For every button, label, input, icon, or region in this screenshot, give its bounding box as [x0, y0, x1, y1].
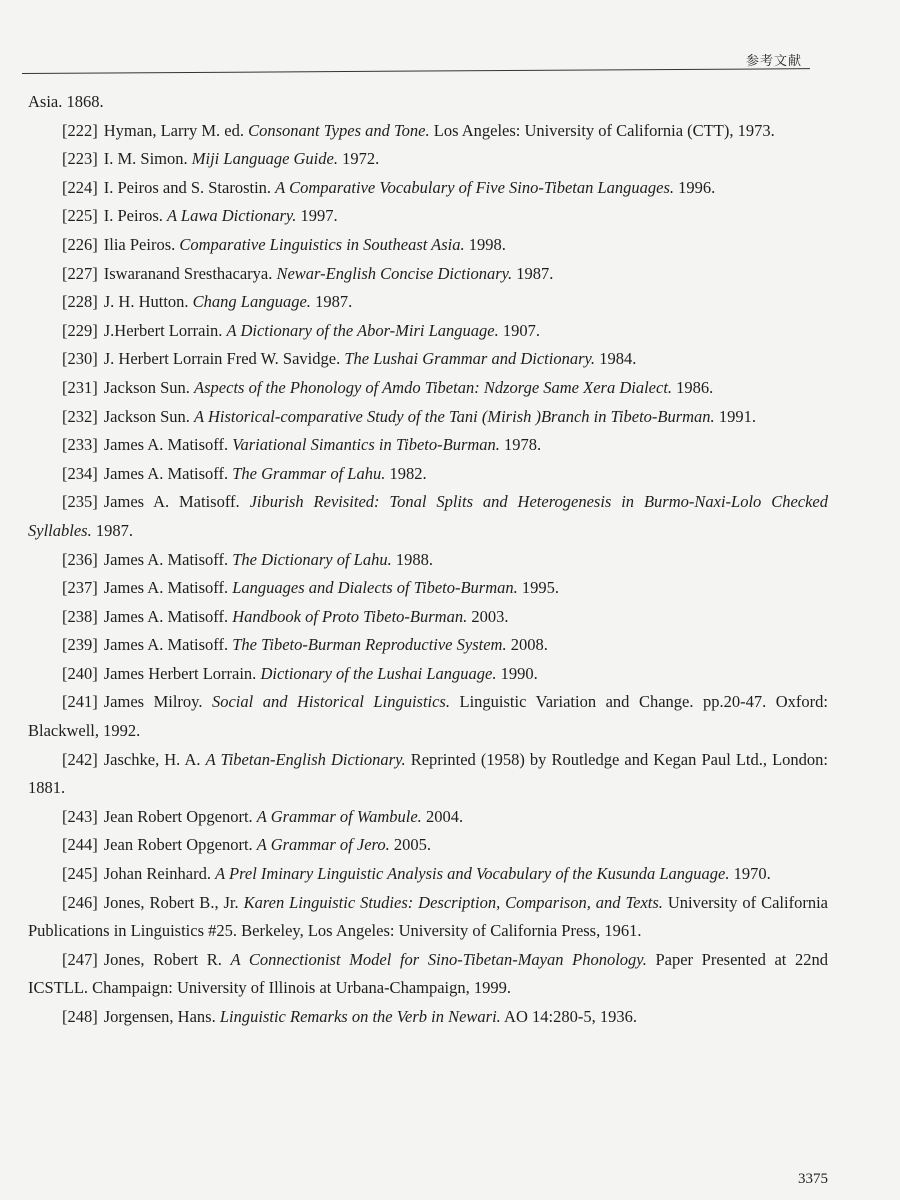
reference-number: [231] — [62, 377, 98, 397]
reference-number: [228] — [62, 292, 98, 312]
reference-entry — [28, 1003, 828, 1032]
reference-title: A Connectionist Model for Sino-Tibetan-Mayan Phonology. — [230, 949, 647, 969]
reference-title: Linguistic Remarks on the Verb in Newari. — [219, 1007, 501, 1026]
reference-author: James Milroy. — [103, 692, 212, 712]
reference-title: A Dictionary of the Abor-Miri Language. — [226, 320, 499, 340]
reference-details: 1982. — [385, 463, 427, 483]
reference-details: 1997. — [296, 206, 338, 226]
reference-author: J.Herbert Lorrain. — [103, 320, 227, 340]
reference-number: [240] — [62, 663, 98, 683]
reference-title: A Historical-comparative Study of the Tani (Mirish )Branch in Tibeto-Burman. — [194, 406, 715, 426]
reference-author: Jones, Robert B., Jr. — [103, 892, 244, 912]
reference-number: [232] — [62, 406, 98, 426]
reference-number: [244] — [62, 835, 98, 855]
reference-number: [225] — [62, 206, 98, 226]
reference-title: A Comparative Vocabulary of Five Sino-Tibetan Languages. — [275, 177, 675, 197]
reference-number: [229] — [62, 320, 98, 340]
reference-details: University of California Publications in Linguistics #25. Berkeley, Los Angeles: University of California Press, 1961. — [28, 892, 828, 941]
reference-entry — [28, 317, 828, 346]
reference-title: Dictionary of the Lushai Language. — [260, 663, 497, 683]
reference-entry — [28, 889, 828, 946]
reference-entry — [28, 746, 828, 803]
reference-number: [237] — [62, 578, 98, 598]
reference-title: Variational Simantics in Tibeto-Burman. — [232, 435, 500, 455]
reference-number: [245] — [62, 864, 98, 884]
reference-details: 1995. — [517, 578, 560, 598]
reference-number: [230] — [62, 349, 98, 369]
reference-author: Asia. 1868. — [28, 92, 104, 111]
reference-details: 2005. — [389, 835, 431, 855]
reference-title: A Grammar of Wambule. — [256, 806, 422, 826]
reference-number: [234] — [62, 463, 98, 483]
reference-title: Handbook of Proto Tibeto-Burman. — [232, 606, 468, 626]
reference-details: 2004. — [421, 806, 464, 826]
reference-author: I. Peiros. — [103, 206, 167, 226]
reference-title: Comparative Linguistics in Southeast Asia. — [179, 234, 465, 254]
reference-details: 1907. — [498, 320, 541, 340]
reference-details: 2003. — [467, 606, 509, 626]
reference-number: [246] — [62, 892, 98, 912]
reference-number: [239] — [62, 635, 98, 655]
reference-author: J. H. Hutton. — [103, 292, 193, 312]
reference-details: 1991. — [714, 406, 756, 426]
reference-title: Aspects of the Phonology of Amdo Tibetan: Ndzorge Same Xera Dialect. — [194, 377, 673, 397]
reference-title: A Grammar of Jero. — [256, 835, 390, 855]
reference-title: The Lushai Grammar and Dictionary. — [344, 349, 596, 369]
reference-entry — [28, 546, 828, 575]
reference-title: The Grammar of Lahu. — [232, 463, 386, 483]
reference-details: 1996. — [674, 177, 716, 197]
reference-details: 1986. — [672, 377, 714, 397]
reference-details: 1987. — [512, 263, 554, 283]
reference-details: 1998. — [464, 234, 506, 254]
reference-title: Social and Historical Linguistics. — [211, 692, 450, 712]
reference-title: The Tibeto-Burman Reproductive System. — [232, 635, 507, 655]
reference-details: 1972. — [337, 149, 380, 169]
reference-entry — [28, 946, 828, 1003]
reference-author: James A. Matisoff. — [103, 492, 250, 512]
reference-entry — [28, 831, 828, 860]
reference-entry — [28, 803, 828, 832]
reference-author: James A. Matisoff. — [103, 435, 233, 455]
reference-number: [242] — [62, 749, 98, 769]
reference-entry — [28, 488, 828, 545]
reference-number: [224] — [62, 177, 98, 197]
reference-details: Linguistic Variation and Change. pp.20-47. Oxford: Blackwell, 1992. — [28, 692, 828, 741]
reference-author: James Herbert Lorrain. — [103, 663, 261, 683]
reference-entry — [28, 574, 828, 603]
reference-number: [223] — [62, 149, 98, 169]
reference-entry — [28, 202, 828, 231]
reference-details: 2008. — [506, 635, 548, 655]
reference-entry — [28, 431, 828, 460]
reference-entry — [28, 860, 828, 889]
reference-author: James A. Matisoff. — [103, 549, 233, 569]
reference-author: Jackson Sun. — [103, 377, 195, 397]
header-rule — [22, 68, 810, 74]
reference-entry — [28, 374, 828, 403]
reference-author: James A. Matisoff. — [103, 635, 233, 655]
reference-details: 1987. — [310, 292, 353, 312]
reference-details: 1984. — [595, 349, 637, 369]
reference-entry — [28, 631, 828, 660]
reference-entry — [28, 403, 828, 432]
reference-details: 1990. — [496, 663, 538, 683]
reference-title: A Lawa Dictionary. — [167, 206, 297, 226]
reference-entry — [28, 688, 828, 745]
reference-author: James A. Matisoff. — [103, 463, 233, 483]
reference-author: Johan Reinhard. — [103, 864, 216, 884]
reference-entry — [28, 288, 828, 317]
reference-number: [233] — [62, 435, 98, 455]
reference-title: Consonant Types and Tone. — [248, 120, 430, 140]
reference-entry — [28, 260, 828, 289]
reference-details: 1988. — [391, 549, 433, 569]
reference-number: [241] — [62, 692, 98, 712]
reference-author: James A. Matisoff. — [103, 578, 233, 598]
reference-entry — [28, 88, 828, 117]
reference-number: [238] — [62, 606, 98, 626]
reference-title: The Dictionary of Lahu. — [232, 549, 392, 569]
reference-number: [236] — [62, 549, 98, 569]
reference-author: Jackson Sun. — [103, 406, 195, 426]
reference-author: Jean Robert Opgenort. — [103, 806, 257, 826]
reference-number: [227] — [62, 263, 98, 283]
reference-author: Jorgensen, Hans. — [103, 1007, 220, 1026]
reference-author: Ilia Peiros. — [103, 234, 180, 254]
reference-entry — [28, 603, 828, 632]
reference-title: Jiburish Revisited: Tonal Splits and Heterogenesis in Burmo-Naxi-Lolo Checked Syllables. — [28, 492, 828, 540]
running-header: 参考文献 — [745, 54, 802, 69]
reference-details: 1970. — [729, 864, 771, 884]
reference-author: James A. Matisoff. — [103, 606, 233, 626]
reference-details: Reprinted (1958) by Routledge and Kegan Paul Ltd., London: 1881. — [28, 749, 829, 798]
reference-list — [28, 88, 828, 1032]
reference-author: Jean Robert Opgenort. — [103, 835, 257, 855]
reference-author: I. M. Simon. — [103, 149, 192, 169]
reference-number: [226] — [62, 234, 98, 254]
reference-entry — [28, 660, 828, 689]
reference-title: Chang Language. — [192, 292, 311, 312]
reference-author: I. Peiros and S. Starostin. — [103, 177, 276, 197]
reference-entry — [28, 460, 828, 489]
reference-details: AO 14:280-5, 1936. — [500, 1007, 637, 1026]
reference-details: Los Angeles: University of California (CTT), 1973. — [429, 120, 775, 140]
reference-title: Miji Language Guide. — [191, 149, 338, 169]
reference-number: [248] — [62, 1007, 98, 1026]
reference-entry — [28, 174, 828, 203]
reference-author: J. Herbert Lorrain Fred W. Savidge. — [103, 349, 345, 369]
reference-number: [235] — [62, 492, 98, 512]
reference-author: Iswaranand Sresthacarya. — [103, 263, 277, 283]
reference-entry — [28, 145, 828, 174]
reference-title: Languages and Dialects of Tibeto-Burman. — [232, 578, 518, 598]
reference-entry — [28, 231, 828, 260]
reference-entry — [28, 345, 828, 374]
reference-title: Karen Linguistic Studies: Description, Comparison, and Texts. — [243, 892, 663, 912]
reference-details: Paper Presented at 22nd ICSTLL. Champaign: University of Illinois at Urbana-Champaign, 1999. — [28, 949, 828, 998]
reference-author: Hyman, Larry M. ed. — [103, 120, 249, 140]
reference-title: A Prel Iminary Linguistic Analysis and Vocabulary of the Kusunda Language. — [215, 864, 730, 884]
reference-number: [222] — [62, 120, 98, 140]
reference-details: 1978. — [499, 435, 542, 455]
reference-entry — [28, 117, 828, 146]
reference-author: Jones, Robert R. — [103, 949, 231, 969]
reference-title: Newar-English Concise Dictionary. — [276, 263, 513, 283]
reference-number: [243] — [62, 806, 98, 826]
reference-number: [247] — [62, 949, 98, 969]
reference-details: 1987. — [91, 520, 133, 540]
page-number: 3375 — [798, 1171, 828, 1187]
reference-author: Jaschke, H. A. — [103, 749, 206, 769]
reference-title: A Tibetan-English Dictionary. — [205, 749, 406, 769]
